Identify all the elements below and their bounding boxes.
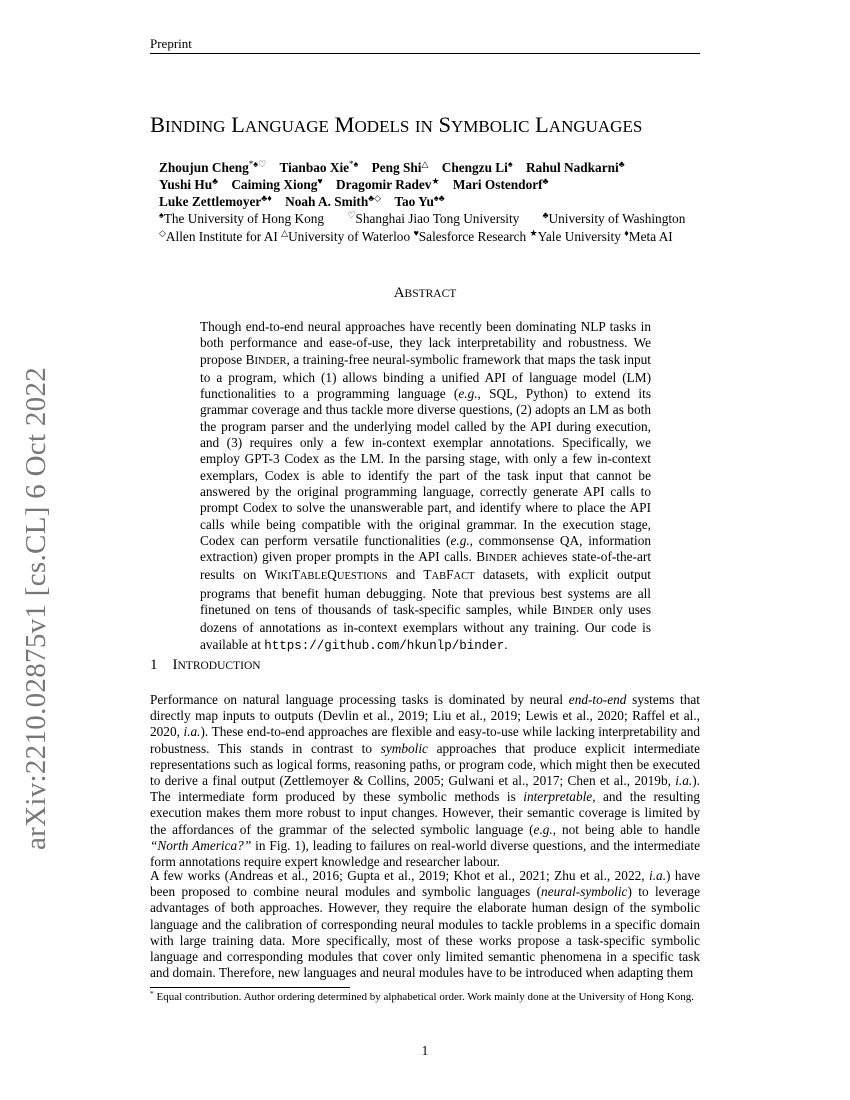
page-number: 1 <box>421 1043 429 1058</box>
abstract-body: Though end-to-end neural approaches have recently been dominating NLP tasks in both performance and ease-of-use, they lack interpretability and robustness. We propose BINDER, a training-free neural-symbolic framework that maps the task input to a program, which (1) allows binding a unified API of language model (LM) functionalities to a programming language (e.g., SQL, Python) to extend its grammar coverage and thus tackle more diverse questions, (2) adopts an LM as both the program parser and the underlying model called by the API during execution, and (3) requires only a few in-context exemplar annotations. Specifically, we employ GPT-3 Codex as the LM. In the parsing stage, with only a few in-context exemplars, Codex is able to identify the part of the task input that cannot be answered by the original programming language, correctly generate API calls to prompt Codex to solve the unanswerable part, and identify where to place the API calls while being compatible with the original grammar. In the execution stage, Codex can perform versatile functionalities (e.g., commonsense QA, information extraction) given proper prompts in the API calls. BINDER achieves state-of-the-art results on WIKITABLEQUESTIONS and TABFACT datasets, with explicit output programs that benefit human debugging. Note that previous best systems are all finetuned on tens of thousands of task-specific samples, while BINDER only uses dozens of annotations as in-context exemplars without any training. Our code is available at https://github.com/hkunlp/binder. <box>200 319 652 653</box>
abstract-heading: ABSTRACT <box>393 285 457 301</box>
paper-title: BINDING LANGUAGE MODELS IN SYMBOLIC LANGUAGES <box>150 112 643 137</box>
author: Peng Shi <box>371 160 422 175</box>
running-header: Preprint <box>150 36 192 51</box>
affiliation: Allen Institute for AI <box>165 229 278 244</box>
author: Tao Yu <box>394 194 434 210</box>
code-link[interactable]: https://github.com/hkunlp/binder <box>264 638 505 653</box>
affiliation: Shanghai Jiao Tong University <box>355 211 520 226</box>
arxiv-identifier: arXiv:2210.02875v1 [cs.CL] 6 Oct 2022 <box>20 366 52 850</box>
intro-paragraph-2: A few works (Andreas et al., 2016; Gupta et al., 2019; Khot et al., 2021; Zhu et al., 2022, i.a.) have been proposed to combine neural modules and symbolic languages (neural-symbolic) to leverage advantages of both approaches. However, they require the elaborate human design of the symbolic language and the calibration of corresponding neural modules to tackle problems in a specific domain with large training data. More specifically, most of these works propose a task-specific symbolic language and corresponding modules that cover only limited semantic phenomena in a specific task and domain. Therefore, new languages and neural modules have to be introduced when adapting them <box>150 868 700 981</box>
author: Caiming Xiong <box>231 177 318 193</box>
author: Zhoujun Cheng <box>159 160 249 175</box>
author: Yushi Hu <box>159 177 213 193</box>
affiliation-list: ♠The University of Hong Kong ♡Shanghai Jiao Tong University ♣University of Washington ◇Allen Institute for AI △University of Waterloo ♥Salesforce Research ★Yale University ♦Meta AI <box>159 210 686 244</box>
affiliation: Meta AI <box>628 229 673 244</box>
affiliation: Salesforce Research <box>418 229 527 244</box>
footnote-rule <box>150 987 350 988</box>
author: Dragomir Radev <box>336 177 432 193</box>
affiliation: The University of Hong Kong <box>163 211 325 226</box>
footnote: * Equal contribution. Author ordering determined by alphabetical order. Work mainly done at the University of Hong Kong. <box>150 989 694 1003</box>
intro-paragraph-1: Performance on natural language processing tasks is dominated by neural end-to-end systems that directly map inputs to outputs (Devlin et al., 2019; Liu et al., 2019; Lewis et al., 2020; Raffel et al., 2020, i.a.). These end-to-end approaches are flexible and easy-to-use while lacking interpretability and robustness. This stands in contrast to symbolic approaches that produce explicit intermediate representations such as logical forms, reasoning paths, or program code, which might then be executed to derive a final output (Zettlemoyer & Collins, 2005; Gulwani et al., 2017; Chen et al., 2019b, i.a.). The intermediate form produced by these symbolic methods is interpretable, and the resulting execution makes them more robust to input changes. However, their semantic coverage is limited by the affordances of the grammar of the selected symbolic language (e.g., not being able to handle “North America?” in Fig. 1), leading to failures on real-world diverse questions, and the intermediate form annotations require expert knowledge and researcher labour. <box>150 692 700 870</box>
author: Tianbao Xie <box>279 160 350 175</box>
author-list: Zhoujun Cheng*♠♡ Tianbao Xie*♠ Peng Shi△ Chengzu Li♠ Rahul Nadkarni♣ Yushi Hu♣ Caiming Xiong♥ Dragomir Radev★ Mari Ostendorf♣ Luke Zettlemoyer♣♦ Noah A. Smith♣◇ Tao Yu♠♣ <box>159 159 625 210</box>
affiliation: University of Washington <box>548 211 686 226</box>
section-heading: 1 INTRODUCTION <box>150 657 261 673</box>
author: Mari Ostendorf <box>452 177 543 193</box>
author: Chengzu Li <box>441 160 508 175</box>
affiliation: Yale University <box>537 229 621 244</box>
header-rule <box>150 53 700 54</box>
author: Luke Zettlemoyer <box>159 194 262 210</box>
author: Noah A. Smith <box>285 194 369 210</box>
affiliation: University of Waterloo <box>288 229 411 244</box>
author: Rahul Nadkarni <box>525 160 619 175</box>
